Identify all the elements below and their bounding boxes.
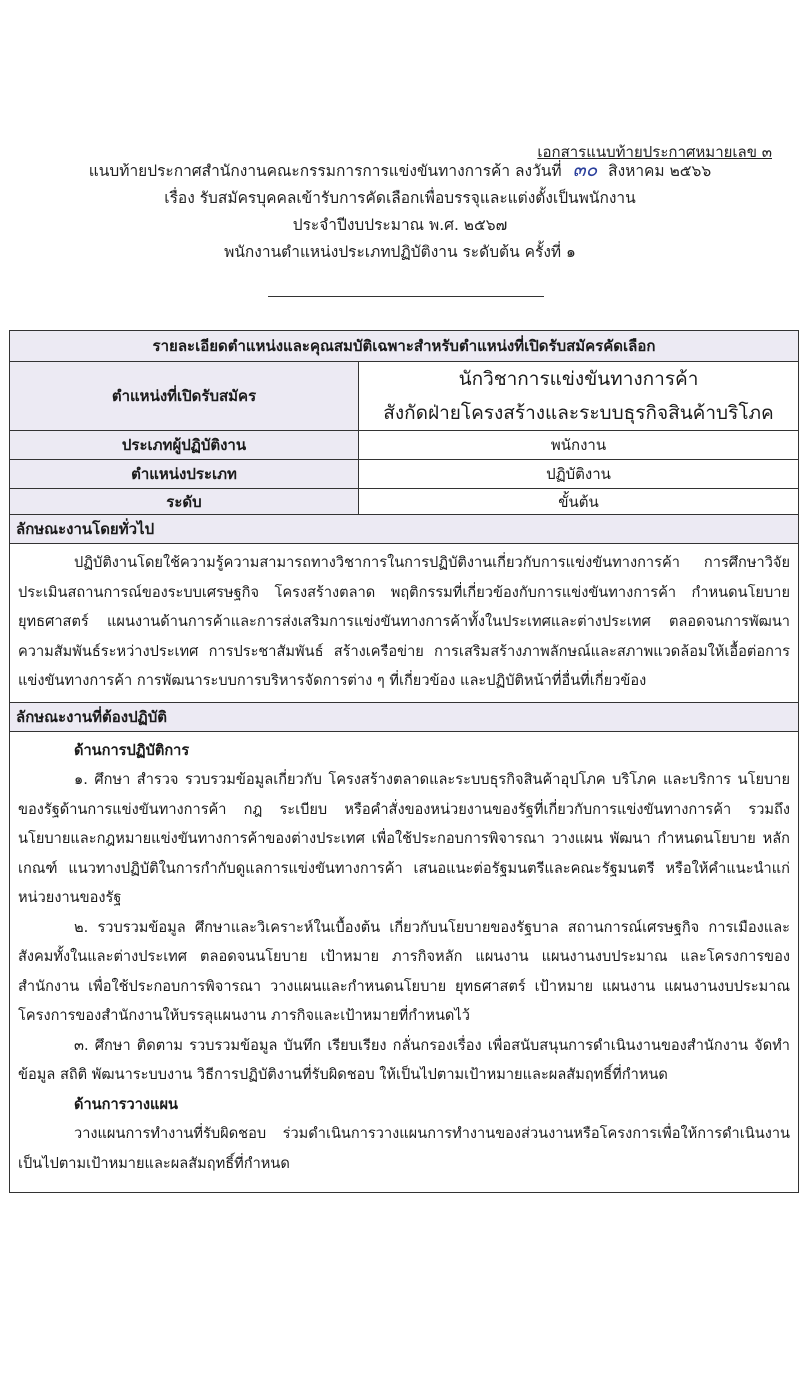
duty-item-1: ๑. ศึกษา สำรวจ รวบรวมข้อมูลเกี่ยวกับ โครงสร้างตลาดและระบบธุรกิจสินค้าอุปโภค บริโภค และบริการ นโยบายของรัฐด้านการแข่งขันทางการค้า กฎ ระเบียบ หรือคำสั่งของหน่วยงานของรัฐที่เกี่ยวกับการแข่งขันทางการค้า รวมถึงนโยบายและกฎหมายแข่งขันทางการค้าของต่างประเทศ เพื่อใช้ประกอบการพิจารณา วางแผน พัฒนา กำหนดนโยบาย หลักเกณฑ์ แนวทางปฏิบัติในการกำกับดูแลการแข่งขันทางการค้า เสนอแนะต่อรัฐมนตรีและคณะรัฐมนตรี หรือให้คำแนะนำแก่หน่วยงานของรัฐ bbox=[18, 771, 790, 906]
level-value: ขั้นต้น bbox=[359, 489, 799, 515]
position-type-value: ปฏิบัติงาน bbox=[359, 460, 799, 489]
duties-section-heading-row bbox=[10, 702, 799, 731]
duty-item-2: ๒. รวบรวมข้อมูล ศึกษาและวิเคราะห์ในเบื้องต้น เกี่ยวกับนโยบายของรัฐบาล สถานการณ์เศรษฐกิจ การเมืองและสังคมทั้งในและต่างประเทศ ตลอดจนนโยบาย เป้าหมาย ภารกิจหลัก แผนงาน แผนงานงบประมาณ และโครงการของสำนักงาน เพื่อใช้ประกอบการพิจารณา วางแผนและกำหนดนโยบาย ยุทธศาสตร์ เป้าหมาย แผนงาน แผนงานงบประมาณ โครงการของสำนักงานให้บรรลุแผนงาน ภารกิจและเป้าหมายที่กำหนดไว้ bbox=[18, 918, 790, 1024]
general-section-heading-row bbox=[10, 515, 799, 544]
header-line-2: เรื่อง รับสมัครบุคคลเข้ารับการคัดเลือกเพื่อบรรจุและแต่งตั้งเป็นพนักงาน bbox=[164, 189, 636, 207]
duties-section-heading: ลักษณะงานที่ต้องปฏิบัติ bbox=[10, 702, 799, 731]
handwritten-day: ๓๐ bbox=[572, 159, 598, 181]
header-line-1-suffix: สิงหาคม ๒๕๖๖ bbox=[608, 162, 712, 180]
general-section-body-row bbox=[10, 544, 799, 703]
table-title-row bbox=[10, 331, 799, 362]
header-divider bbox=[268, 296, 544, 297]
position-title: นักวิชาการแข่งขันทางการค้า bbox=[458, 368, 699, 390]
header-line-1 bbox=[0, 157, 800, 185]
table-row bbox=[10, 431, 799, 460]
table-row bbox=[10, 362, 799, 431]
duties-section-body bbox=[10, 731, 799, 1192]
table-row bbox=[10, 460, 799, 489]
planning-subheading: ด้านการวางแผน bbox=[74, 1095, 178, 1113]
table-title: รายละเอียดตำแหน่งและคุณสมบัติเฉพาะสำหรับตำแหน่งที่เปิดรับสมัครคัดเลือก bbox=[10, 331, 799, 362]
position-value bbox=[359, 362, 799, 431]
position-spec-table bbox=[9, 330, 799, 1193]
planning-description: วางแผนการทำงานที่รับผิดชอบ ร่วมดำเนินการวางแผนการทำงานของส่วนงานหรือโครงการเพื่อให้การดำเนินงานเป็นไปตามเป้าหมายและผลสัมฤทธิ์ที่กำหนด bbox=[18, 1125, 790, 1172]
document-header bbox=[0, 157, 800, 266]
duty-item-3: ๓. ศึกษา ติดตาม รวบรวมข้อมูล บันทึก เรียบเรียง กลั่นกรองเรื่อง เพื่อสนับสนุนการดำเนินงานของสำนักงาน จัดทำข้อมูล สถิติ พัฒนาระบบงาน วิธีการปฏิบัติงานที่รับผิดชอบ ให้เป็นไปตามเป้าหมายและผลสัมฤทธิ์ที่กำหนด bbox=[18, 1036, 790, 1083]
duties-section-body-row bbox=[10, 731, 799, 1192]
level-label: ระดับ bbox=[10, 489, 359, 515]
position-label: ตำแหน่งที่เปิดรับสมัคร bbox=[10, 362, 359, 431]
position-type-label: ตำแหน่งประเภท bbox=[10, 460, 359, 489]
header-line-4: พนักงานตำแหน่งประเภทปฏิบัติงาน ระดับต้น ครั้งที่ ๑ bbox=[224, 243, 576, 261]
worker-type-value: พนักงาน bbox=[359, 431, 799, 460]
header-line-3: ประจำปีงบประมาณ พ.ศ. ๒๕๖๗ bbox=[292, 216, 508, 234]
general-description: ปฏิบัติงานโดยใช้ความรู้ความสามารถทางวิชาการในการปฏิบัติงานเกี่ยวกับการแข่งขันทางการค้า การศึกษาวิจัย ประเมินสถานการณ์ของระบบเศรษฐกิจ โครงสร้างตลาด พฤติกรรมที่เกี่ยวข้องกับการแข่งขันทางการค้า กำหนดนโยบายยุทธศาสตร์ แผนงานด้านการค้าและการส่งเสริมการแข่งขันทางการค้าทั้งในประเทศและต่างประเทศ ตลอดจนการพัฒนาความสัมพันธ์ระหว่างประเทศ การประชาสัมพันธ์ สร้างเครือข่าย การเสริมสร้างภาพลักษณ์และสภาพแวดล้อมให้เอื้อต่อการแข่งขันทางการค้า การพัฒนาระบบการบริหารจัดการต่าง ๆ ที่เกี่ยวข้อง และปฏิบัติหน้าที่อื่นที่เกี่ยวข้อง bbox=[18, 554, 790, 689]
worker-type-label: ประเภทผู้ปฏิบัติงาน bbox=[10, 431, 359, 460]
position-division: สังกัดฝ่ายโครงสร้างและระบบธุรกิจสินค้าบริโภค bbox=[383, 402, 774, 424]
table-row bbox=[10, 489, 799, 515]
operations-subheading: ด้านการปฏิบัติการ bbox=[74, 741, 190, 759]
header-line-1-prefix: แนบท้ายประกาศสำนักงานคณะกรรมการการแข่งขันทางการค้า ลงวันที่ bbox=[88, 162, 562, 180]
general-section-body bbox=[10, 544, 799, 703]
attachment-reference: เอกสารแนบท้ายประกาศหมายเลข ๓ bbox=[537, 143, 772, 161]
general-section-heading: ลักษณะงานโดยทั่วไป bbox=[10, 515, 799, 544]
